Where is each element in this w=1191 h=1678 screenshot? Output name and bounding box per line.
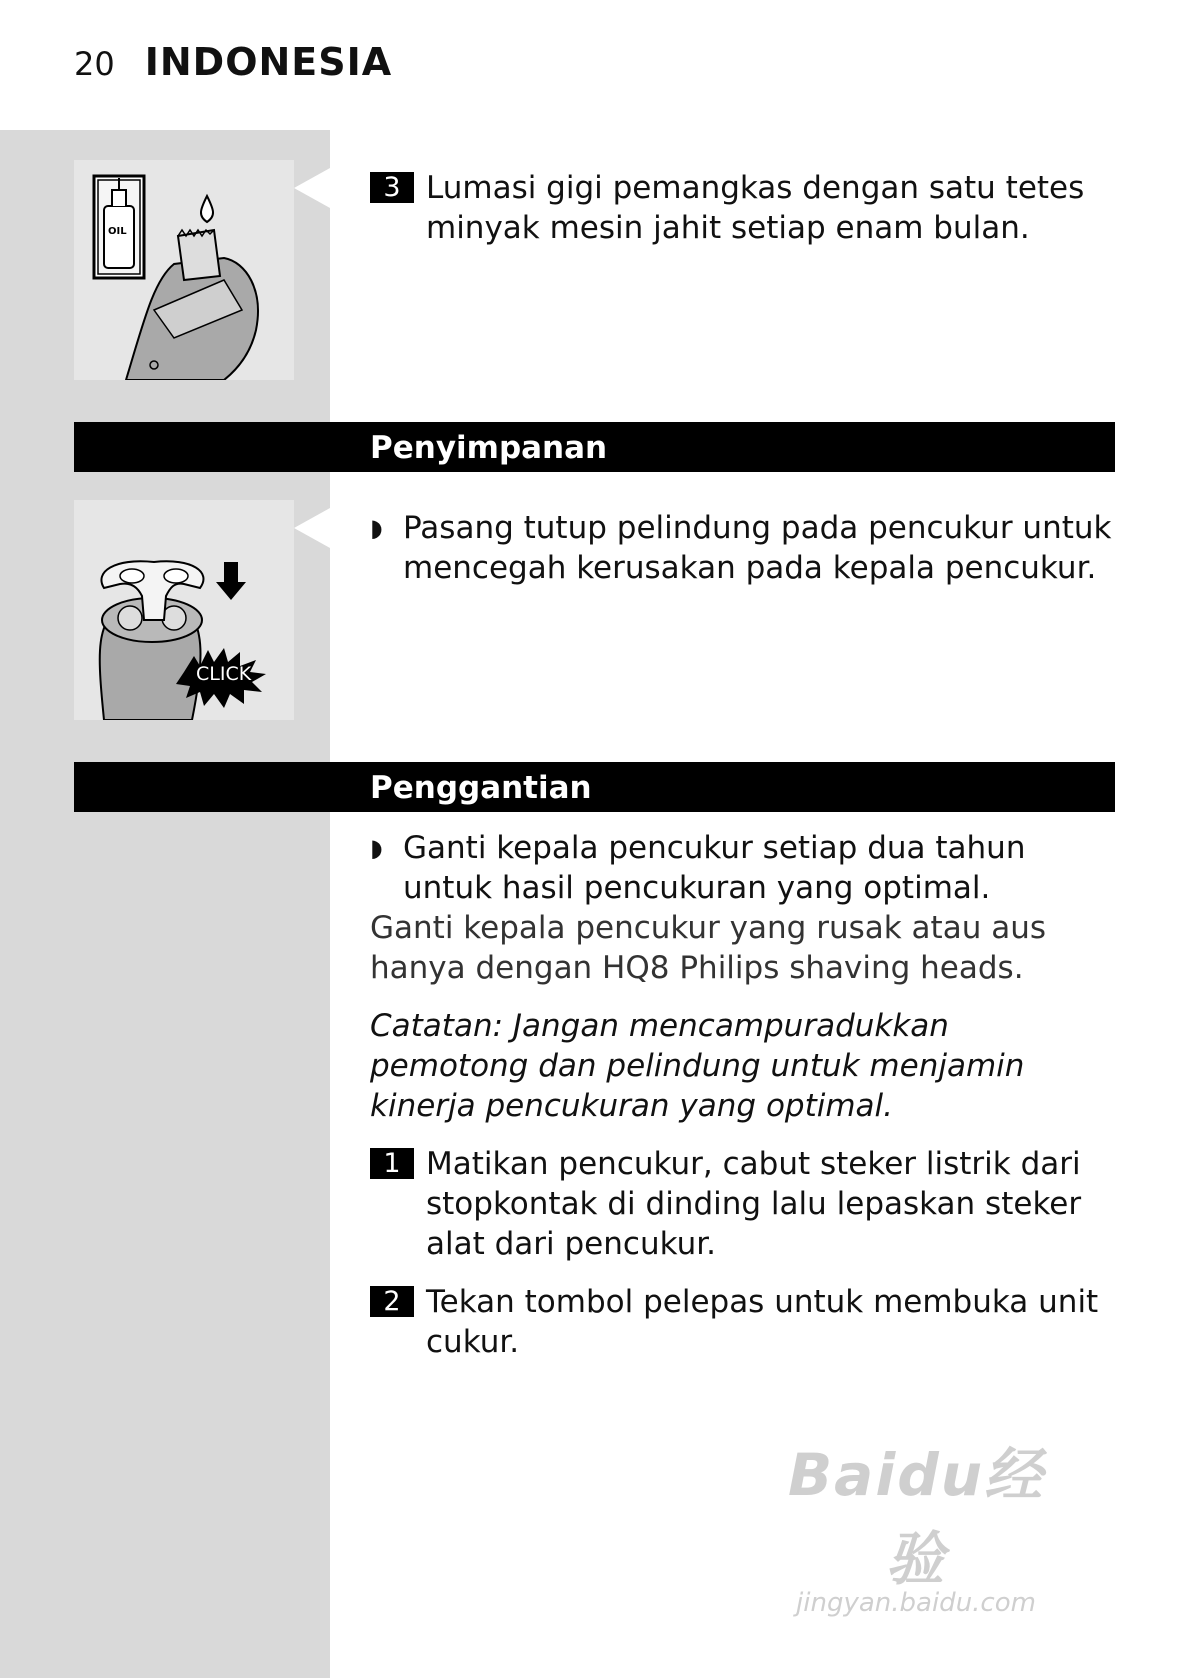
replacement-section-title: Penggantian bbox=[370, 770, 592, 806]
page-number: 20 bbox=[74, 45, 115, 83]
bullet-text: Ganti kepala pencukur setiap dua tahun untuk hasil pencukuran yang optimal. bbox=[403, 830, 1026, 906]
replacement-step bbox=[370, 1144, 1115, 1264]
storage-section-bar bbox=[74, 422, 1115, 472]
baidu-watermark bbox=[781, 1428, 1051, 1618]
illustration-pointer bbox=[294, 508, 330, 548]
step-number-badge: 2 bbox=[370, 1286, 414, 1317]
step-text: Lumasi gigi pemangkas dengan satu tetes minyak mesin jahit setiap enam bulan. bbox=[426, 170, 1085, 246]
replacement-content bbox=[370, 828, 1115, 1362]
step-text: Tekan tombol pelepas untuk membuka unit cukur. bbox=[426, 1284, 1099, 1360]
protection-cap-illustration bbox=[74, 500, 294, 720]
lubricate-step bbox=[370, 168, 1115, 248]
watermark-url: jingyan.baidu.com bbox=[796, 1588, 1036, 1618]
step-number-badge: 3 bbox=[370, 172, 414, 203]
bullet-text: Pasang tutup pelindung pada pencukur untuk mencegah kerusakan pada kepala pencukur. bbox=[403, 510, 1112, 586]
step-text: Matikan pencukur, cabut steker listrik dari stopkontak di dinding lalu lepaskan steker alat dari pencukur. bbox=[426, 1146, 1082, 1262]
replacement-paragraph: Ganti kepala pencukur yang rusak atau aus hanya dengan HQ8 Philips shaving heads. bbox=[370, 910, 1046, 986]
illustration-pointer bbox=[294, 168, 330, 208]
watermark-brand: Baidu经验 bbox=[787, 1441, 1045, 1593]
trimmer-oil-drawing bbox=[74, 160, 294, 380]
storage-section-title: Penyimpanan bbox=[370, 430, 608, 466]
bullet-icon: ◗ bbox=[370, 834, 383, 862]
cap-click-drawing bbox=[74, 500, 294, 720]
oil-bottle-label: OIL bbox=[108, 226, 127, 237]
page-header bbox=[74, 40, 392, 90]
bullet-icon: ◗ bbox=[370, 514, 383, 542]
replacement-step bbox=[370, 1282, 1115, 1362]
oil-trimmer-illustration bbox=[74, 160, 294, 380]
note-text: Catatan: Jangan mencampuradukkan pemotong dan pelindung untuk menjamin kinerja pencukuran yang optimal. bbox=[370, 1008, 1025, 1124]
storage-instruction bbox=[370, 508, 1115, 588]
step-number-badge: 1 bbox=[370, 1148, 414, 1179]
click-label: CLICK bbox=[196, 663, 252, 685]
language-title: INDONESIA bbox=[144, 40, 393, 84]
replacement-section-bar bbox=[74, 762, 1115, 812]
